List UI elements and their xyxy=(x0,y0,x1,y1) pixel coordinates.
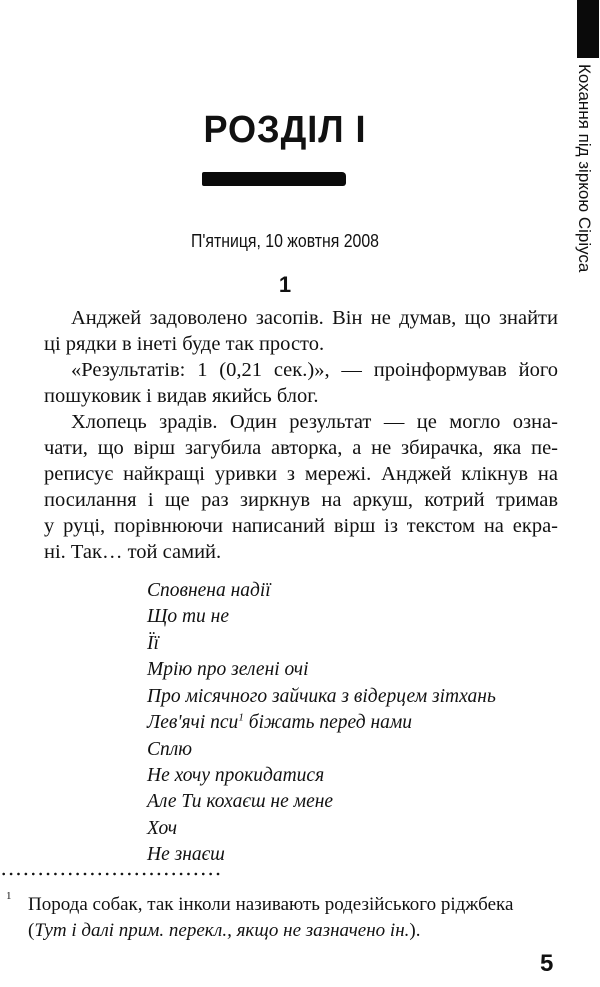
footnote-line xyxy=(28,919,420,943)
footnote-text: ( xyxy=(28,920,35,941)
body-line: пошуковик і видав якийсь блог. xyxy=(44,385,319,407)
poem-line: Хоч xyxy=(147,818,178,839)
poem-text: біжать перед нами xyxy=(243,712,413,733)
poem-line: Але Ти кохаєш не мене xyxy=(147,791,334,812)
poem-line: Мрію про зелені очі xyxy=(147,659,309,680)
poem-line: Що ти не xyxy=(147,606,229,627)
poem-line: Її xyxy=(147,633,159,654)
poem-text: Лев'ячі пси xyxy=(147,712,239,733)
footnote-line: Порода собак, так інколи називають родезійського ріджбека xyxy=(28,894,514,915)
footnote-mark: 1 xyxy=(6,890,12,902)
body-line: ні. Так… той самий. xyxy=(44,541,222,563)
poem-line xyxy=(147,711,412,735)
body-line: Хлопець зрадів. Один результат — це могло озна- xyxy=(71,411,558,433)
footnote-text: ). xyxy=(409,920,421,941)
poem-line: Не знаєш xyxy=(147,844,225,865)
chapter-date: П'ятниця, 10 жовтня 2008 xyxy=(190,231,379,251)
body-line: реписує найкращі уривки з мережі. Анджей клікнув на xyxy=(44,463,558,485)
poem-line: Сплю xyxy=(147,739,193,760)
chapter-title: РОЗДІЛ І xyxy=(203,109,367,151)
body-line: чати, що вірш загубила авторка, а не збирачка, яка пе- xyxy=(44,437,558,459)
running-title-bar xyxy=(577,0,599,58)
body-line: ці рядки в інеті буде так просто. xyxy=(44,333,325,355)
page-number: 5 xyxy=(540,950,554,977)
poem-line: Про місячного зайчика з відерцем зітхань xyxy=(147,686,496,707)
footnote-ref[interactable]: 1 xyxy=(238,711,244,724)
body-line: посилання і ще раз зиркнув на аркуш, котрий тримав xyxy=(44,489,558,511)
body-line: у руці, порівнюючи написаний вірш із текстом на екра- xyxy=(44,515,558,537)
body-line: «Результатів: 1 (0,21 сек.)», — проінформував його xyxy=(71,359,558,381)
chapter-rule xyxy=(202,172,346,186)
poem-line: Не хочу прокидатися xyxy=(147,765,325,786)
footnote-separator xyxy=(0,872,222,876)
poem-line: Сповнена надії xyxy=(147,580,271,601)
running-title: Кохання під зіркою Сіріуса xyxy=(575,64,594,273)
footnote-text-italic: Тут і далі прим. перекл., якщо не зазначено ін. xyxy=(34,920,410,941)
body-line: Анджей задоволено засопів. Він не думав, що знайти xyxy=(71,307,558,329)
section-number: 1 xyxy=(278,272,292,297)
